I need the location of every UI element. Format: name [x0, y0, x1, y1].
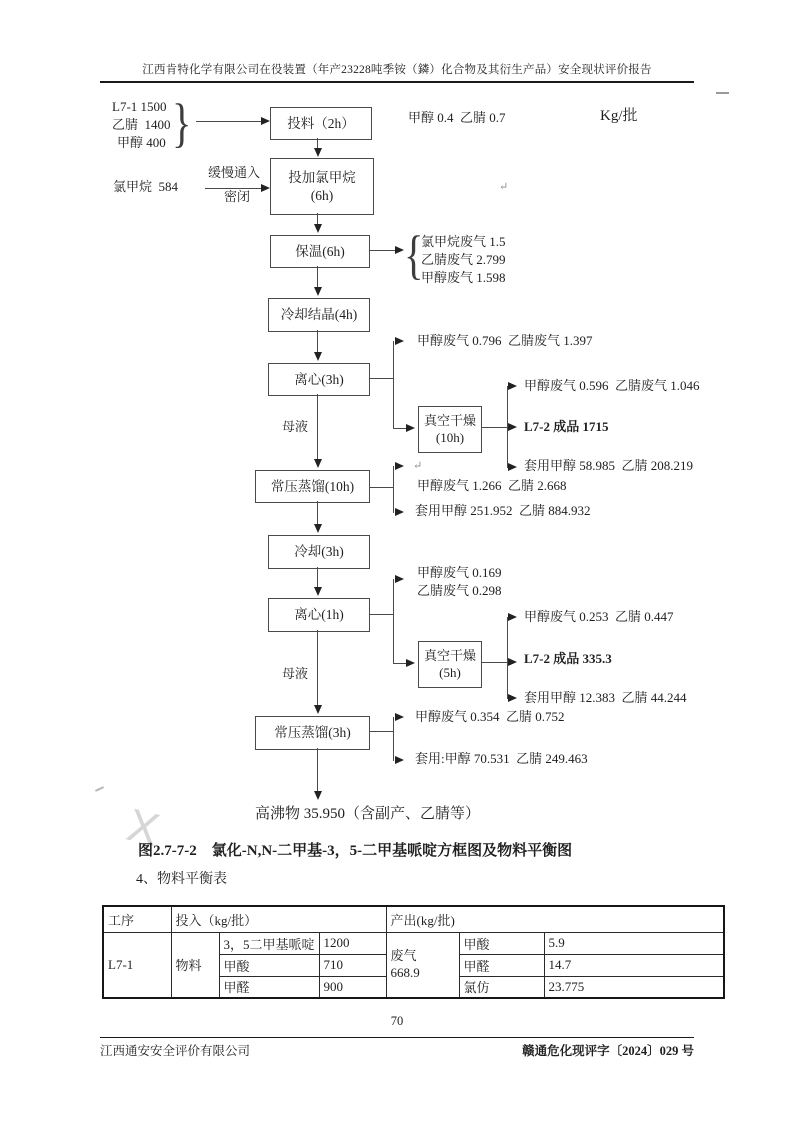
- label-sealed: 密闭: [224, 189, 251, 204]
- cell-waste-gas: [386, 932, 459, 998]
- box-feed: [270, 107, 372, 140]
- footer-doc-number: 赣通危化现评字〔2024〕029 号: [522, 1044, 694, 1058]
- label-vac10-product: L7-2 成品 1715: [524, 419, 609, 434]
- label-mother-liquor-2: 母液: [282, 666, 309, 681]
- line-to-vac10: [393, 428, 406, 429]
- label-input-l7-1: L7-1 1500: [112, 99, 167, 114]
- label-feed-loss: 甲醇 0.4 乙腈 0.7: [408, 110, 506, 125]
- line-main-4: [317, 330, 318, 353]
- label-dist3-reuse: 套用:甲醇 70.531 乙腈 249.463: [415, 751, 588, 766]
- label-hold-offgas-3: 甲醇废气 1.598: [421, 270, 506, 285]
- line-feed-input: [196, 121, 262, 122]
- box-vacuum-dry-5h: [418, 641, 482, 688]
- line-vac10-out: [481, 427, 507, 428]
- arrow-vac10-product-icon: [508, 423, 517, 431]
- line-cf3-branch: [369, 378, 393, 379]
- section-title: 4、物料平衡表: [136, 872, 227, 887]
- scan-speck: [95, 786, 104, 792]
- cell-output-value-1: 5.9: [544, 932, 724, 954]
- cell-input-value-2: 710: [319, 954, 386, 976]
- label-hold-offgas-2: 乙腈废气 2.799: [421, 252, 506, 267]
- arrow-to-vac5-icon: [406, 659, 415, 667]
- line-hold-branch: [369, 250, 396, 251]
- arrow-chloromethane-icon: [261, 184, 270, 192]
- cell-input-name-2: 甲酸: [219, 954, 319, 976]
- box-distillation-10h: [255, 470, 370, 503]
- label-hold-offgas-1: 氯甲烷废气 1.5: [421, 234, 506, 249]
- box-cooling-crystallization: [268, 298, 370, 332]
- arrow-vac5-offgas-icon: [508, 613, 517, 621]
- arrow-down-1-icon: [314, 148, 322, 157]
- box-distillation-3h: [255, 716, 370, 750]
- line-cf1-branch: [369, 614, 393, 615]
- box-centrifuge-3h: [268, 363, 370, 396]
- line-to-vac5: [393, 663, 406, 664]
- arrow-vac5-product-icon: [508, 658, 517, 666]
- arrow-down-2-icon: [314, 224, 322, 233]
- box-add-chloromethane: [270, 158, 374, 215]
- label-input-methanol: 甲醇 400: [117, 135, 166, 150]
- footer-rule: [100, 1037, 694, 1038]
- label-vac5-product: L7-2 成品 335.3: [524, 651, 612, 666]
- th-output: 产出(kg/批): [386, 906, 724, 932]
- box-vacuum-dry-5h-line1: 真空干燥: [423, 647, 476, 663]
- cell-process-id: L7-1: [103, 932, 171, 998]
- line-main-9: [317, 748, 318, 792]
- line-dist10-vertical: [393, 466, 394, 513]
- label-unit-per-batch: Kg/批: [600, 108, 638, 124]
- box-add-label-line1: 投加氯甲烷: [288, 169, 356, 185]
- line-dist3-branch: [369, 731, 393, 732]
- page-number: 70: [390, 1014, 404, 1028]
- box-distillation-3h-label: 常压蒸馏(3h): [274, 725, 351, 741]
- cell-output-name-1: 甲酸: [459, 932, 544, 954]
- line-main-8-mother-liquor: [317, 630, 318, 706]
- box-distillation-10h-label: 常压蒸馏(10h): [270, 478, 355, 494]
- line-main-3: [317, 266, 318, 288]
- table-header-row: [103, 906, 724, 932]
- cell-waste-line1: 废气: [390, 947, 417, 963]
- arrow-to-vac10-icon: [406, 424, 415, 432]
- arrow-down-7-icon: [314, 587, 322, 596]
- label-slow-feed: 缓慢通入: [208, 165, 261, 180]
- material-balance-table: [102, 905, 725, 999]
- label-dist3-offgas: 甲醇废气 0.354 乙腈 0.752: [415, 709, 565, 724]
- figure-caption: 图2.7-7-2 氯化-N,N-二甲基-3，5-二甲基哌啶方框图及物料平衡图: [138, 843, 573, 859]
- label-cf1-offgas-2: 乙腈废气 0.298: [417, 583, 502, 598]
- label-high-boilers: 高沸物 35.950（含副产、乙腈等）: [255, 806, 481, 822]
- box-cooling-crystallization-label: 冷却结晶(4h): [280, 307, 358, 323]
- line-cf1-vertical: [393, 579, 394, 664]
- th-process: 工序: [103, 906, 171, 932]
- arrow-dist3-reuse-icon: [395, 756, 404, 764]
- line-main-6: [317, 501, 318, 525]
- cell-input-name-3: 甲醛: [219, 976, 319, 998]
- box-vacuum-dry-5h-line2: (5h): [439, 664, 461, 680]
- arrow-down-9-icon: [314, 791, 322, 800]
- arrow-down-6-icon: [314, 524, 322, 533]
- label-vac10-reuse: 套用甲醇 58.985 乙腈 208.219: [524, 458, 694, 473]
- cell-input-name-1: 3，5二甲基哌啶: [219, 932, 319, 954]
- cell-input-value-1: 1200: [319, 932, 386, 954]
- pilcrow-mark: ↵: [499, 181, 509, 193]
- box-cooling-3h-label: 冷却(3h): [294, 544, 344, 560]
- arrow-down-8-icon: [314, 705, 322, 714]
- label-cf3-offgas: 甲醇废气 0.796 乙腈废气 1.397: [417, 333, 593, 348]
- arrow-vac5-reuse-icon: [508, 694, 517, 702]
- arrow-dist10-reuse-icon: [395, 508, 404, 516]
- th-input: 投入（kg/批）: [171, 906, 386, 932]
- scan-watermark: X: [122, 798, 165, 856]
- label-input-chloromethane: 氯甲烷 584: [113, 179, 179, 194]
- footer-company: 江西通安安全评价有限公司: [100, 1044, 251, 1058]
- box-vacuum-dry-10h-line2: (10h): [435, 429, 465, 445]
- line-dist10-branch: [369, 487, 393, 488]
- stray-dash-mark: [716, 92, 729, 94]
- line-dist3-vertical: [393, 717, 394, 761]
- box-cooling-3h: [268, 535, 370, 569]
- cell-material: 物料: [171, 932, 219, 998]
- label-mother-liquor-1: 母液: [282, 419, 309, 434]
- box-centrifuge-1h: [268, 598, 370, 632]
- label-dist10-offgas: 甲醇废气 1.266 乙腈 2.668: [417, 478, 567, 493]
- box-centrifuge-3h-label: 离心(3h): [294, 371, 344, 387]
- box-hold: [270, 235, 370, 268]
- header-rule: [100, 81, 694, 83]
- box-centrifuge-1h-label: 离心(1h): [294, 607, 344, 623]
- box-add-label-line2: (6h): [310, 187, 334, 203]
- page-header-title: 江西肯特化学有限公司在役装置（年产23228吨季铵（鏻）化合物及其衍生产品）安全现状评价报告: [142, 64, 652, 76]
- box-hold-label: 保温(6h): [295, 243, 345, 259]
- cell-input-value-3: 900: [319, 976, 386, 998]
- cell-output-value-3: 23.775: [544, 976, 724, 998]
- cell-output-value-2: 14.7: [544, 954, 724, 976]
- box-vacuum-dry-10h: [418, 406, 482, 453]
- arrow-feed-input-icon: [261, 117, 270, 125]
- label-vac5-reuse: 套用甲醇 12.383 乙腈 44.244: [524, 690, 687, 705]
- arrow-down-3-icon: [314, 287, 322, 296]
- arrow-cf1-offgas-icon: [395, 575, 404, 583]
- label-vac5-offgas: 甲醇废气 0.253 乙腈 0.447: [524, 609, 674, 624]
- arrow-vac10-offgas-icon: [508, 382, 517, 390]
- label-vac10-offgas: 甲醇废气 0.596 乙腈废气 1.046: [524, 378, 700, 393]
- brace-close-icon: }: [172, 93, 192, 153]
- line-main-5-mother-liquor: [317, 394, 318, 460]
- label-dist10-reuse: 套用甲醇 251.952 乙腈 884.932: [415, 503, 591, 518]
- box-feed-label: 投料（2h）: [287, 115, 355, 131]
- arrow-down-5-icon: [314, 459, 322, 468]
- arrow-down-4-icon: [314, 352, 322, 361]
- arrow-cf3-offgas-icon: [395, 337, 404, 345]
- label-cf1-offgas-1: 甲醇废气 0.169: [417, 565, 502, 580]
- cell-waste-line2: 668.9: [390, 964, 420, 980]
- line-vac5-out: [481, 662, 507, 663]
- arrow-vac10-reuse-icon: [508, 463, 517, 471]
- cell-output-name-2: 甲醛: [459, 954, 544, 976]
- line-main-7: [317, 567, 318, 588]
- label-input-acetonitrile: 乙腈 1400: [112, 117, 171, 132]
- line-cf3-vertical: [393, 341, 394, 429]
- arrow-dist3-offgas-icon: [395, 713, 404, 721]
- table-row: [103, 932, 724, 954]
- brace-open-icon: {: [404, 225, 424, 285]
- arrow-dist10-offgas-icon: [395, 462, 404, 470]
- box-vacuum-dry-10h-line1: 真空干燥: [423, 412, 476, 428]
- cell-output-name-3: 氯仿: [459, 976, 544, 998]
- pilcrow-mark-dist10: ↵: [413, 460, 423, 472]
- arrow-hold-branch-icon: [395, 246, 404, 254]
